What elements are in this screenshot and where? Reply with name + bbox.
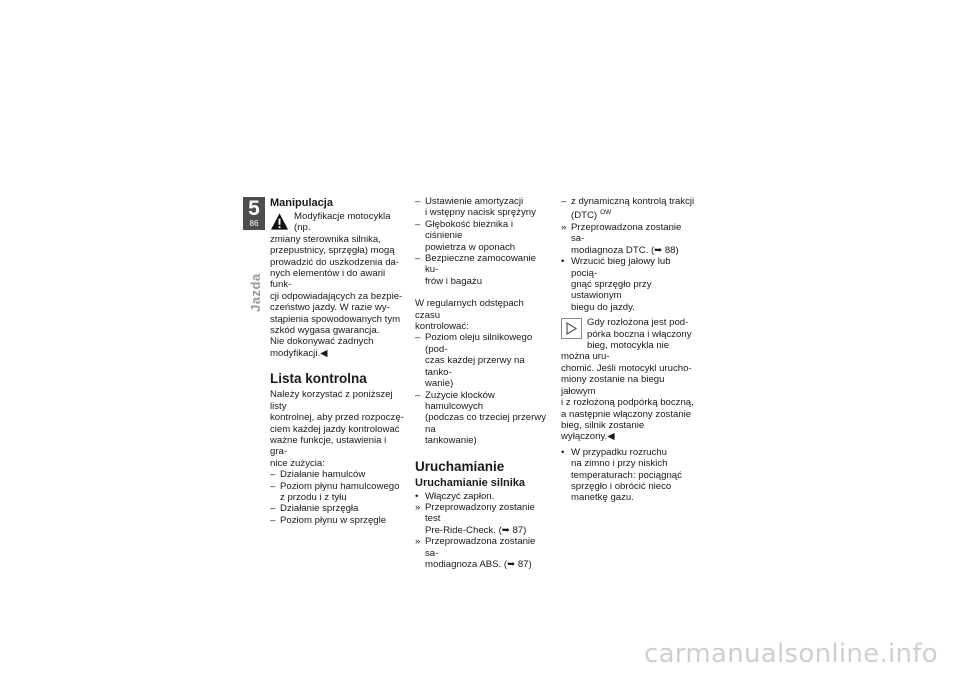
start-steps-cont <box>561 222 696 313</box>
list-item <box>415 502 549 536</box>
list-line: na zimno i przy niskich <box>571 458 668 470</box>
text-line: pórka boczna i włączony <box>587 328 692 340</box>
text-line: Nie dokonywać żadnych <box>270 336 374 348</box>
start-heading: Uruchamianie <box>415 458 505 474</box>
text-line: kontrolnej, aby przed rozpoczę- <box>270 412 404 424</box>
section-label: Jazda <box>248 273 263 312</box>
list-item <box>270 503 404 514</box>
note-block <box>561 317 696 442</box>
list-line: Działanie sprzęgła <box>280 503 359 515</box>
list-marker: – <box>270 503 276 515</box>
list-line: Ustawienie amortyzacji <box>425 196 524 207</box>
text-line: nice zużycia: <box>270 457 325 469</box>
text-line: a następnie włączony zostanie <box>561 408 692 420</box>
text-line: i z rozłożoną podpórką boczną, <box>561 397 694 409</box>
list-line: Głębokość bieżnika i ciśnienie <box>425 218 513 242</box>
list-line: W przypadku rozruchu <box>571 446 667 458</box>
warning-icon <box>270 212 289 231</box>
text-line: prowadzić do uszkodzenia da- <box>270 256 400 268</box>
text-line: szkód wygasa gwarancja. <box>270 325 380 337</box>
list-marker: – <box>561 196 567 207</box>
list-line: manetkę gazu. <box>571 492 634 504</box>
list-item <box>270 515 404 526</box>
list-line: wanie) <box>425 378 454 390</box>
list-line: Włączyć zapłon. <box>425 490 495 502</box>
option-code: OW <box>600 209 612 217</box>
list-line: i wstępny nacisk sprężyny <box>425 207 536 219</box>
text-line: przepustnicy, sprzęgła) mogą <box>270 245 395 257</box>
list-item <box>415 196 549 219</box>
text-line: chomić. Jeśli motocykl urucho- <box>561 362 692 374</box>
list-line: (DTC) <box>571 210 598 222</box>
list-line: biegu do jazdy. <box>571 301 635 313</box>
text-line: cji odpowiadających za bezpie- <box>270 290 403 302</box>
watermark: carmanualsonline.info <box>643 639 938 669</box>
text-line: Należy korzystać z poniższej listy <box>270 389 393 412</box>
list-item <box>270 481 404 504</box>
note-icon <box>561 318 582 339</box>
start-steps <box>415 491 549 571</box>
warning-block <box>270 211 404 359</box>
list-line: modiagnoza DTC. (➥ 88) <box>571 244 679 256</box>
list-marker: – <box>415 196 421 207</box>
page-number: 86 <box>249 219 259 228</box>
list-line: z dynamiczną kontrolą trakcji <box>571 196 695 207</box>
list-line: Poziom płynu w sprzęgle <box>280 514 387 526</box>
list-item <box>415 491 549 502</box>
list-item <box>415 219 549 253</box>
list-line: temperaturach: pociągnąć <box>571 469 682 481</box>
text-line: kontrolować: <box>415 321 469 333</box>
list-marker: – <box>415 332 421 344</box>
list-marker: – <box>415 389 421 401</box>
list-line: Poziom oleju silnikowego (pod- <box>425 332 533 355</box>
regular-intro <box>415 298 549 332</box>
list-line: Pre-Ride-Check. (➥ 87) <box>425 524 527 536</box>
list-marker: • <box>561 256 565 268</box>
text-line: modyfikacji.◀ <box>270 347 328 359</box>
list-line: Przeprowadzony zostanie test <box>425 501 535 525</box>
text-line: miony zostanie na biegu jałowym <box>561 374 665 397</box>
list-item <box>415 332 549 389</box>
list-marker: • <box>415 490 419 502</box>
list-line: Przeprowadzona zostanie sa- <box>571 222 682 245</box>
column-1 <box>270 196 404 526</box>
list-line: Przeprowadzona zostanie sa- <box>425 536 536 559</box>
warning-text <box>270 211 404 359</box>
list-marker: » <box>415 536 421 548</box>
text-line: bieg, motocykla nie można uru- <box>561 340 670 363</box>
chapter-number: 5 <box>248 197 260 220</box>
list-line: Poziom płynu hamulcowego <box>280 480 400 492</box>
list-line: Zużycie klocków hamulcowych <box>425 389 495 412</box>
text-line: W regularnych odstępach czasu <box>415 298 524 321</box>
list-line: Działanie hamulców <box>280 469 366 481</box>
text-line: Gdy rozłożona jest pod- <box>587 317 689 329</box>
list-item <box>561 222 696 256</box>
list-line: sprzęgło i obrócić nieco <box>571 480 672 492</box>
column-3 <box>561 196 696 504</box>
text-line: ważne funkcje, ustawienia i gra- <box>270 434 387 458</box>
list-marker: – <box>270 480 276 492</box>
regular-items <box>415 332 549 446</box>
text-line: bieg, silnik zostanie wyłączony.◀ <box>561 419 645 443</box>
list-marker: – <box>415 253 421 265</box>
list-line: frów i bagażu <box>425 275 483 287</box>
checklist-items-cont <box>415 196 549 287</box>
text-line: czeństwo jazdy. W razie wy- <box>270 302 390 314</box>
text-line: ciem każdej jazdy kontrolować <box>270 423 400 435</box>
list-line: tankowanie) <box>425 435 477 447</box>
list-line: modiagnoza ABS. (➥ 87) <box>425 558 532 570</box>
checklist-heading: Lista kontrolna <box>270 371 367 387</box>
list-line: gnąć sprzęgło przy ustawionym <box>571 279 652 302</box>
list-item <box>415 390 549 447</box>
cold-start-steps <box>561 447 696 504</box>
list-line: Wrzucić bieg jałowy lub pocią- <box>571 256 671 279</box>
list-item <box>270 469 404 480</box>
list-item <box>561 256 696 313</box>
list-marker: » <box>561 222 567 233</box>
text-line: nych elementów i do awarii funk- <box>270 268 386 291</box>
chapter-tab <box>243 197 265 230</box>
column-2 <box>415 196 549 570</box>
list-marker: – <box>415 218 421 230</box>
list-line: czas każdej przerwy na tanko- <box>425 355 525 378</box>
checklist-items <box>270 469 404 526</box>
list-item <box>561 196 696 222</box>
list-marker: » <box>415 501 421 513</box>
list-item <box>415 536 549 570</box>
list-item <box>561 447 696 504</box>
list-marker: – <box>270 514 276 526</box>
engine-start-heading: Uruchamianie silnika <box>415 476 526 489</box>
list-line: Bezpieczne zamocowanie ku- <box>425 253 536 276</box>
checklist-intro <box>270 389 404 469</box>
text-line: zmiany sterownika silnika, <box>270 233 381 245</box>
list-marker: – <box>270 469 276 481</box>
manipulation-heading: Manipulacja <box>270 197 333 209</box>
list-line: (podczas co trzeciej przerwy na <box>425 412 547 435</box>
text-line: Modyfikacje motocykla (np. <box>294 211 391 234</box>
list-item <box>415 253 549 287</box>
list-line: powietrza w oponach <box>425 241 516 253</box>
list-line: z przodu i z tyłu <box>280 491 347 503</box>
list-marker: • <box>561 446 565 458</box>
text-line: stąpienia spowodowanych tym <box>270 313 401 325</box>
